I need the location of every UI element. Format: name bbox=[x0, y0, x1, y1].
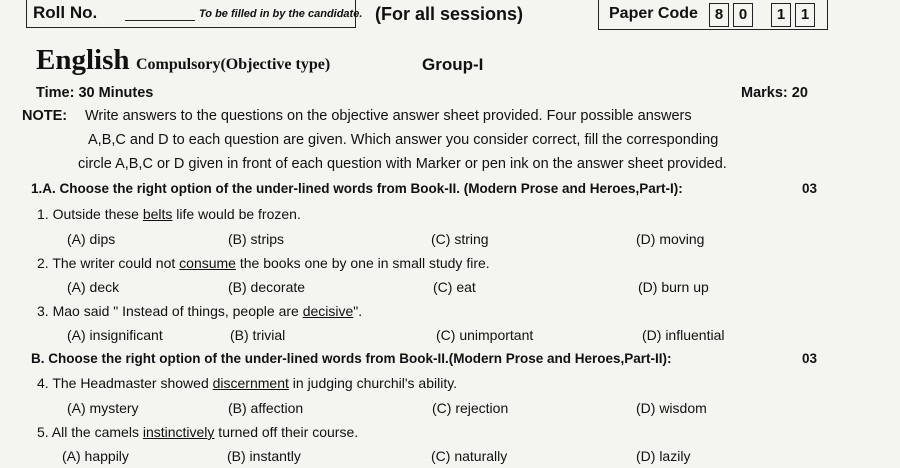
section-heading: 1.A. Choose the right option of the under-lined words from Book-II. (Modern Prose and Heroes,Part-I): bbox=[31, 181, 683, 196]
underlined-word: discernment bbox=[212, 375, 289, 391]
subject-title: English bbox=[36, 44, 130, 76]
option: (C) naturally bbox=[431, 448, 508, 464]
option: (A) happily bbox=[62, 448, 129, 464]
roll-number-box bbox=[26, 0, 363, 28]
paper-code-digit: 0 bbox=[733, 3, 753, 27]
question: 2. The writer could not consume the books one by one in small study fire. bbox=[37, 255, 490, 271]
option: (C) rejection bbox=[432, 400, 509, 416]
option: (B) decorate bbox=[228, 279, 306, 295]
option: (A) deck bbox=[67, 279, 120, 295]
roll-number-label: Roll No. bbox=[33, 3, 98, 22]
section-marks: 03 bbox=[802, 351, 818, 366]
option: (D) wisdom bbox=[636, 400, 707, 416]
option: (D) burn up bbox=[638, 279, 709, 295]
option: (C) unimportant bbox=[436, 327, 534, 343]
paper-code-label: Paper Code bbox=[609, 5, 698, 22]
underlined-word: instinctively bbox=[142, 424, 215, 440]
option: (A) insignificant bbox=[67, 327, 163, 343]
note-line: A,B,C and D to each question are given. Which answer you consider correct, fill the corresponding bbox=[88, 132, 719, 148]
roll-number-blank bbox=[125, 20, 195, 21]
paper-code-digit: 1 bbox=[771, 3, 791, 27]
paper-code-digit: 8 bbox=[709, 3, 729, 27]
option: (A) dips bbox=[67, 231, 116, 247]
paper-code-digit: 1 bbox=[795, 3, 815, 27]
question: 5. All the camels instinctively turned off their course. bbox=[37, 424, 359, 440]
option: (B) instantly bbox=[227, 448, 301, 464]
roll-number-note: To be filled in by the candidate. bbox=[199, 8, 363, 20]
question: 3. Mao said " Instead of things, people are decisive". bbox=[37, 303, 363, 319]
option: (D) influential bbox=[642, 327, 725, 343]
option: (B) affection bbox=[228, 400, 304, 416]
option: (C) eat bbox=[433, 279, 476, 295]
section-marks: 03 bbox=[802, 181, 818, 196]
option: (C) string bbox=[431, 231, 489, 247]
option: (D) moving bbox=[636, 231, 705, 247]
time-allowed: Time: 30 Minutes bbox=[36, 85, 154, 101]
option: (D) lazily bbox=[636, 448, 691, 464]
underlined-word: decisive bbox=[302, 303, 354, 319]
note-label: NOTE: bbox=[22, 108, 68, 124]
group-label: Group-I bbox=[422, 55, 484, 74]
underlined-word: consume bbox=[179, 255, 236, 271]
option: (B) strips bbox=[228, 231, 284, 247]
paper-code-box bbox=[598, 0, 828, 30]
option: (B) trivial bbox=[230, 327, 286, 343]
note-line: Write answers to the questions on the objective answer sheet provided. Four possible answers bbox=[85, 108, 692, 124]
note-line: circle A,B,C or D given in front of each question with Marker or pen ink on the answer sheet provided. bbox=[78, 156, 727, 172]
option: (A) mystery bbox=[67, 400, 139, 416]
section-heading: B. Choose the right option of the under-lined words from Book-II.(Modern Prose and Heroes,Part-II): bbox=[31, 351, 672, 366]
underlined-word: belts bbox=[142, 206, 173, 222]
question: 4. The Headmaster showed discernment in judging churchil's ability. bbox=[37, 375, 458, 391]
sessions-label: (For all sessions) bbox=[375, 4, 524, 24]
paper-type: Compulsory(Objective type) bbox=[136, 56, 331, 73]
total-marks: Marks: 20 bbox=[741, 85, 808, 101]
question: 1. Outside these belts life would be frozen. bbox=[37, 206, 301, 222]
